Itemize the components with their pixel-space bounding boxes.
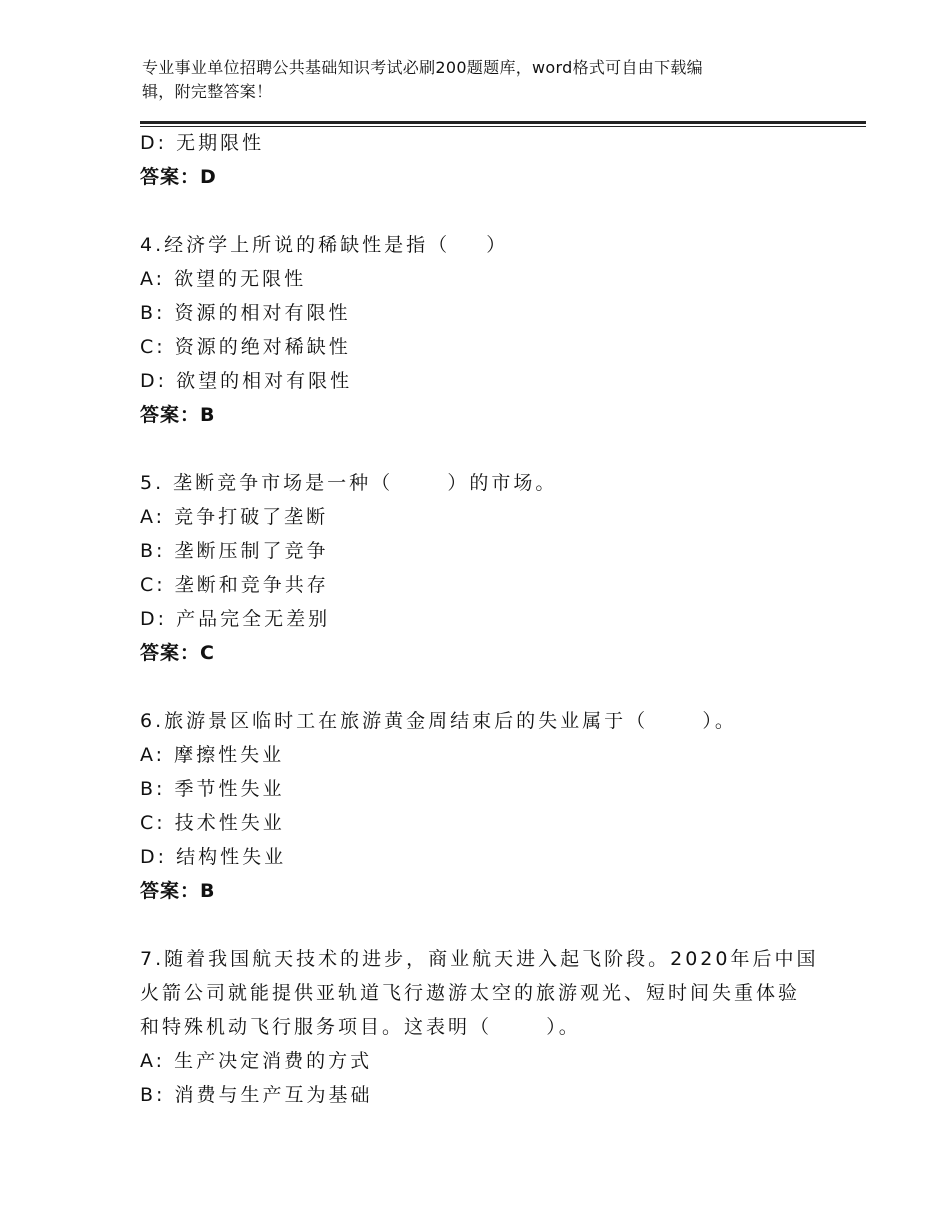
page-header xyxy=(142,56,792,104)
option-a: A: 生产决定消费的方式 xyxy=(140,1050,373,1072)
option-d: D: 结构性失业 xyxy=(140,846,287,868)
question-stem-line-2: 火箭公司就能提供亚轨道飞行遨游太空的旅游观光、短时间失重体验 xyxy=(140,982,801,1004)
question-5 xyxy=(140,466,820,670)
header-line-1: 专业事业单位招聘公共基础知识考试必刷200题题库，word格式可自由下载编 xyxy=(142,58,703,77)
option-c: C: 技术性失业 xyxy=(140,812,285,834)
question-stem-line-1: 7.随着我国航天技术的进步，商业航天进入起飞阶段。2020年后中国 xyxy=(140,948,819,970)
question-3 xyxy=(140,126,820,194)
answer: 答案：B xyxy=(140,404,216,426)
question-6 xyxy=(140,704,820,908)
header-line-2: 辑，附完整答案！ xyxy=(142,82,273,101)
question-stem: 6.旅游景区临时工在旅游黄金周结束后的失业属于（ ）。 xyxy=(140,710,737,732)
question-4 xyxy=(140,228,820,432)
option-a: A: 摩擦性失业 xyxy=(140,744,285,766)
question-stem-line-3: 和特殊机动飞行服务项目。这表明（ ）。 xyxy=(140,1016,581,1038)
spacer xyxy=(140,908,820,942)
question-7 xyxy=(140,942,820,1112)
option-b: B: 资源的相对有限性 xyxy=(140,302,351,324)
option-a: A: 竞争打破了垄断 xyxy=(140,506,329,528)
option-b: B: 季节性失业 xyxy=(140,778,285,800)
header-rule-thick xyxy=(140,121,866,124)
option-d: D: 欲望的相对有限性 xyxy=(140,370,353,392)
answer: 答案：B xyxy=(140,880,216,902)
option-b: B: 垄断压制了竞争 xyxy=(140,540,329,562)
answer: 答案：D xyxy=(140,166,217,188)
question-stem: 5. 垄断竞争市场是一种（ ）的市场。 xyxy=(140,472,558,494)
question-stem: 4.经济学上所说的稀缺性是指（ ） xyxy=(140,234,509,256)
question-list xyxy=(140,126,820,1112)
option-b: B: 消费与生产互为基础 xyxy=(140,1084,373,1106)
spacer xyxy=(140,194,820,228)
option-c: C: 垄断和竞争共存 xyxy=(140,574,329,596)
answer: 答案：C xyxy=(140,642,215,664)
option-a: A: 欲望的无限性 xyxy=(140,268,307,290)
option-d: D: 产品完全无差别 xyxy=(140,608,331,630)
option-c: C: 资源的绝对稀缺性 xyxy=(140,336,351,358)
spacer xyxy=(140,670,820,704)
spacer xyxy=(140,432,820,466)
option-d: D: 无期限性 xyxy=(140,132,265,154)
